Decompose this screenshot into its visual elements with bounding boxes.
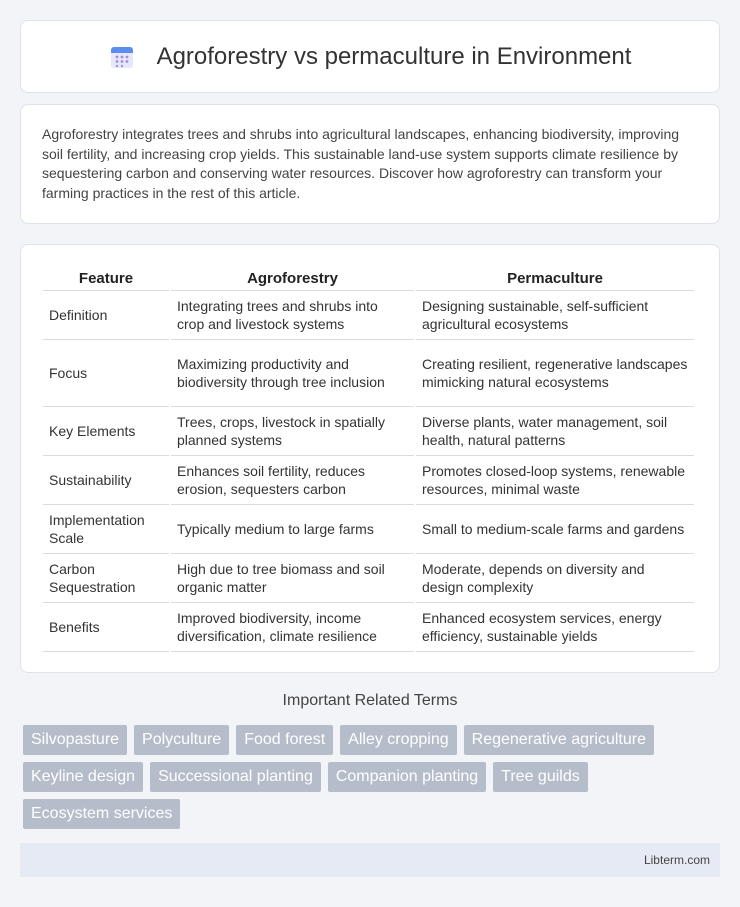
header-card — [20, 20, 720, 93]
table-row — [43, 291, 694, 340]
tag-companion-planting[interactable]: Companion planting — [328, 762, 486, 792]
tag-silvopasture[interactable]: Silvopasture — [23, 725, 127, 755]
footer — [20, 843, 720, 877]
tag-tree-guilds[interactable]: Tree guilds — [493, 762, 588, 792]
table-row — [43, 456, 694, 505]
tag-successional-planting[interactable]: Successional planting — [150, 762, 321, 792]
header-feature: Feature — [43, 265, 169, 291]
cell-agroforestry: Trees, crops, livestock in spatially planned systems — [171, 407, 414, 456]
cell-agroforestry: Maximizing productivity and biodiversity through tree inclusion — [171, 340, 414, 407]
footer-site-link[interactable]: Libterm.com — [643, 853, 710, 867]
cell-permaculture: Enhanced ecosystem services, energy efficiency, sustainable yields — [416, 603, 694, 652]
header-permaculture: Permaculture — [416, 265, 694, 291]
cell-permaculture: Designing sustainable, self-sufficient agricultural ecosystems — [416, 291, 694, 340]
tag-food-forest[interactable]: Food forest — [236, 725, 333, 755]
table-row — [43, 340, 694, 407]
table-row — [43, 554, 694, 603]
cell-feature: Definition — [43, 291, 169, 340]
cell-agroforestry: Enhances soil fertility, reduces erosion, sequesters carbon — [171, 456, 414, 505]
cell-feature: Focus — [43, 340, 169, 407]
table-row — [43, 603, 694, 652]
cell-permaculture: Diverse plants, water management, soil health, natural patterns — [416, 407, 694, 456]
cell-permaculture: Creating resilient, regenerative landscapes mimicking natural ecosystems — [416, 340, 694, 407]
tag-alley-cropping[interactable]: Alley cropping — [340, 725, 457, 755]
table-row — [43, 505, 694, 554]
tag-regenerative-agriculture[interactable]: Regenerative agriculture — [464, 725, 654, 755]
cell-agroforestry: High due to tree biomass and soil organic matter — [171, 554, 414, 603]
cell-agroforestry: Improved biodiversity, income diversification, climate resilience — [171, 603, 414, 652]
calendar-icon — [109, 44, 135, 70]
related-terms-list — [23, 725, 723, 836]
related-terms-title: Important Related Terms — [282, 692, 458, 709]
comparison-table — [41, 265, 696, 652]
tag-ecosystem-services[interactable]: Ecosystem services — [23, 799, 180, 829]
cell-permaculture: Promotes closed-loop systems, renewable resources, minimal waste — [416, 456, 694, 505]
page-title: Agroforestry vs permaculture in Environment — [156, 42, 632, 70]
cell-feature: Sustainability — [43, 456, 169, 505]
cell-feature: Benefits — [43, 603, 169, 652]
cell-feature: Carbon Sequestration — [43, 554, 169, 603]
table-card — [20, 244, 720, 673]
cell-permaculture: Small to medium-scale farms and gardens — [416, 505, 694, 554]
tag-polyculture[interactable]: Polyculture — [134, 725, 229, 755]
intro-text: Agroforestry integrates trees and shrubs into agricultural landscapes, enhancing biodiversity, improving soil fertility, and increasing crop yields. This sustainable land-use system supports climate resilience by sequestering carbon and conserving water resources. Discover how agroforestry can transform your farming practices in the rest of this article. — [42, 126, 680, 201]
table-header-row — [43, 265, 694, 291]
header-agroforestry: Agroforestry — [171, 265, 414, 291]
cell-feature: Key Elements — [43, 407, 169, 456]
cell-permaculture: Moderate, depends on diversity and design complexity — [416, 554, 694, 603]
cell-agroforestry: Typically medium to large farms — [171, 505, 414, 554]
table-row — [43, 407, 694, 456]
cell-feature: Implementation Scale — [43, 505, 169, 554]
tag-keyline-design[interactable]: Keyline design — [23, 762, 143, 792]
intro-card — [20, 104, 720, 224]
cell-agroforestry: Integrating trees and shrubs into crop and livestock systems — [171, 291, 414, 340]
